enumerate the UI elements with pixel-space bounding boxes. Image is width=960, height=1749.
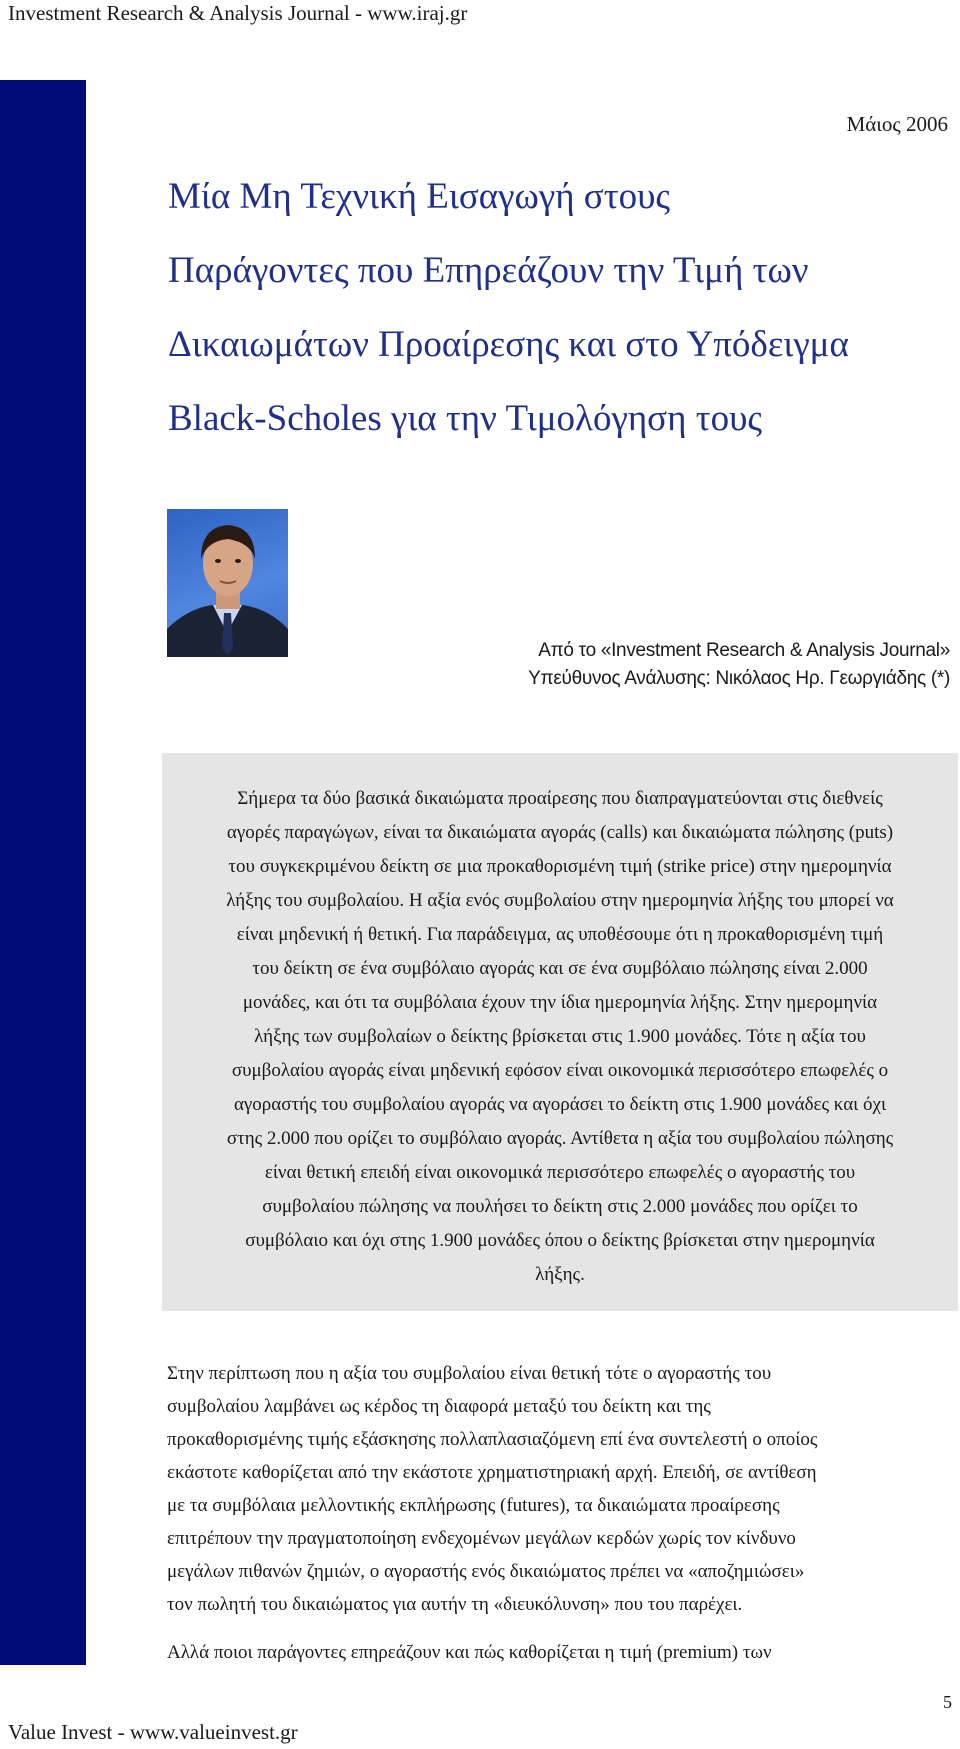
body-line: προκαθορισμένης τιμής εξάσκησης πολλαπλασιαζόμενη επί ένα συντελεστή ο οποίος (167, 1429, 818, 1450)
body-paragraph (167, 1362, 947, 1642)
abstract-line: μονάδες, και ότι τα συμβόλαια έχουν την ίδια ημερομηνία λήξης. Στην ημερομηνία (242, 992, 878, 1013)
author-photo (167, 509, 288, 657)
page-footer: Value Invest - www.valueinvest.gr (8, 1720, 298, 1744)
abstract-line: συμβολαίου πώλησης να πουλήσει το δείκτη στις 2.000 μονάδες που ορίζει το (262, 1196, 858, 1217)
body-line: Στην περίπτωση που η αξία του συμβολαίου είναι θετική τότε ο αγοραστής του (167, 1363, 772, 1384)
source-line: Από το «Investment Research & Analysis Journal» (538, 640, 950, 661)
abstract-line: λήξης. (535, 1264, 585, 1285)
abstract-line: συμβολαίου αγοράς είναι μηδενική εφόσον είναι οικονομικά περισσότερο επωφελές ο (231, 1060, 889, 1081)
abstract-line: Σήμερα τα δύο βασικά δικαιώματα προαίρεσης που διαπραγματεύονται στις διεθνείς (237, 788, 883, 809)
page-number: 5 (943, 1692, 952, 1712)
abstract-line: του συγκεκριμένου δείκτη σε μια προκαθορισμένη τιμή (strike price) στην ημερομηνία (228, 856, 892, 877)
body-paragraph-next: Αλλά ποιοι παράγοντες επηρεάζουν και πώς καθορίζεται η τιμή (premium) των (167, 1642, 772, 1663)
body-line: με τα συμβόλαια μελλοντικής εκπλήρωσης (futures), τα δικαιώματα προαίρεσης (167, 1495, 780, 1516)
article-title (168, 160, 948, 456)
abstract-line: είναι θετική επειδή είναι οικονομικά περισσότερο επωφελές ο αγοραστής του (264, 1162, 856, 1183)
body-line: συμβολαίου λαμβάνει ως κέρδος τη διαφορά μεταξύ του δείκτη και της (167, 1396, 711, 1417)
abstract-line: στης 2.000 που ορίζει το συμβόλαιο αγοράς. Αντίθετα η αξία του συμβολαίου πώλησης (226, 1128, 894, 1149)
abstract-line: λήξης του συμβολαίου. Η αξία ενός συμβολαίου στην ημερομηνία λήξης του μπορεί να (226, 890, 894, 911)
title-line: Δικαιωμάτων Προαίρεσης και στο Υπόδειγμα (168, 324, 849, 365)
abstract-line: συμβόλαιο και όχι στης 1.900 μονάδες όπου ο δείκτης βρίσκεται στην ημερομηνία (245, 1230, 875, 1251)
abstract-line: είναι μηδενική ή θετική. Για παράδειγμα, ας υποθέσουμε ότι η προκαθορισμένη τιμή (236, 924, 884, 945)
abstract-line: αγορές παραγώγων, είναι τα δικαιώματα αγοράς (calls) και δικαιώματα πώλησης (puts) (226, 822, 894, 843)
abstract-line: λήξης των συμβολαίων ο δείκτης βρίσκεται στις 1.900 μονάδες. Τότε η αξία του (254, 1026, 866, 1047)
title-line: Παράγοντες που Επηρεάζουν την Τιμή των (168, 250, 809, 291)
body-line: επιτρέπουν την πραγματοποίηση ενδεχομένων μεγάλων κερδών χωρίς τον κίνδυνο (167, 1528, 796, 1549)
abstract-line: του δείκτη σε ένα συμβόλαιο αγοράς και σε ένα συμβόλαιο πώλησης είναι 2.000 (252, 958, 868, 979)
issue-date: Μάιος 2006 (846, 112, 948, 136)
body-line: εκάστοτε καθορίζεται από την εκάστοτε χρηματιστηριακή αρχή. Επειδή, σε αντίθεση (167, 1462, 817, 1483)
page-header: Investment Research & Analysis Journal - www.iraj.gr (8, 1, 468, 25)
abstract-box (162, 753, 958, 1311)
body-line: τον πωλητή του δικαιώματος για αυτήν τη «διευκόλυνση» που του παρέχει. (167, 1594, 743, 1615)
title-line: Μία Μη Τεχνική Εισαγωγή στους (168, 176, 671, 217)
title-line: Black-Scholes για την Τιμολόγηση τους (168, 398, 763, 439)
body-line: μεγάλων πιθανών ζημιών, ο αγοραστής ενός δικαιώματος πρέπει να «αποζημιώσει» (167, 1561, 805, 1582)
decorative-sidebar-bar (0, 80, 86, 1665)
abstract-line: αγοραστής του συμβολαίου αγοράς να αγοράσει το δείκτη στις 1.900 μονάδες και όχι (233, 1094, 887, 1115)
analyst-line: Υπεύθυνος Ανάλυσης: Νικόλαος Ηρ. Γεωργιάδης (*) (528, 668, 950, 689)
article-source (528, 637, 950, 693)
